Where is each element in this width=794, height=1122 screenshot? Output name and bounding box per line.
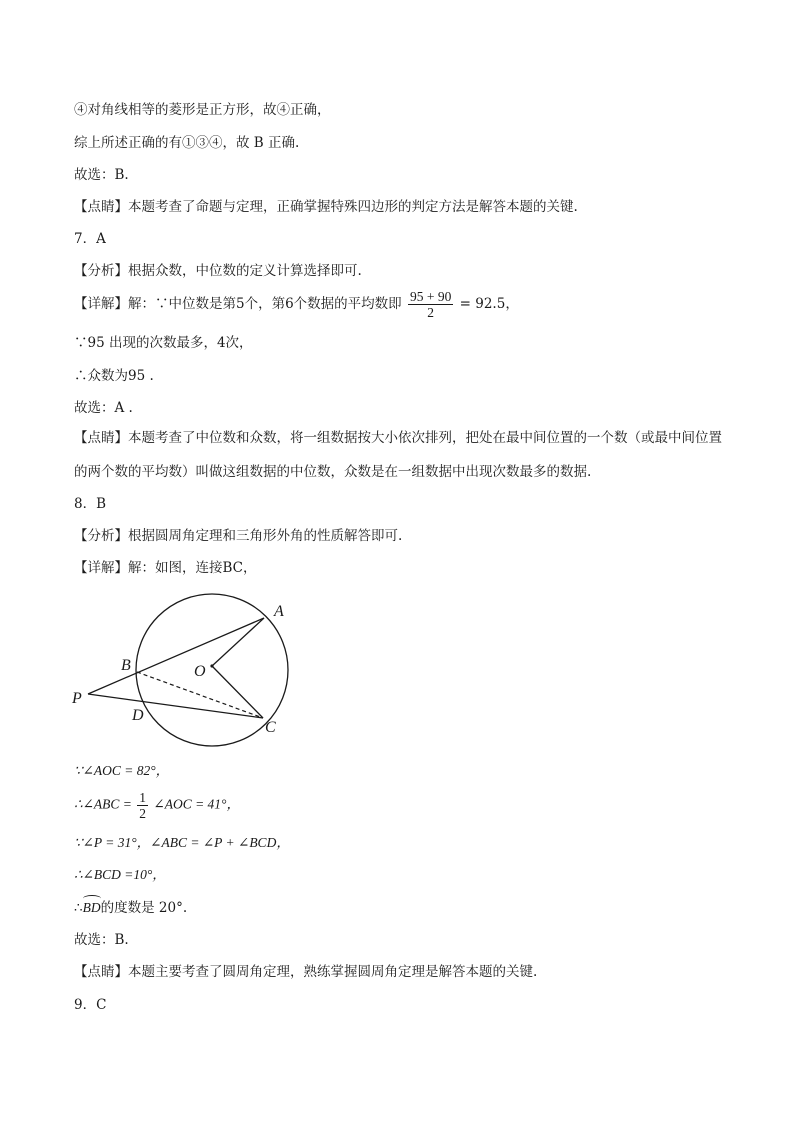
answer-line: 故选：B. xyxy=(74,932,129,948)
label-o: O xyxy=(194,663,206,680)
label-d: D xyxy=(132,707,144,724)
comment-line: 【点睛】本题考查了命题与定理，正确掌握特殊四边形的判定方法是解答本题的关键. xyxy=(74,199,578,215)
fraction-denominator: 2 xyxy=(427,305,435,320)
question-number: 8．B xyxy=(74,496,107,512)
question-number: 9．C xyxy=(74,997,107,1013)
solution-result: = 92.5， xyxy=(459,296,519,312)
answer-line: 故选：A . xyxy=(74,400,133,416)
fraction-numerator: 95 + 90 xyxy=(409,289,452,304)
solution-text: 【详解】解：∵中位数是第5个，第6个数据的平均数即 xyxy=(74,296,402,312)
analysis-line: 【分析】根据众数，中位数的定义计算选择即可. xyxy=(74,263,362,279)
answer-line: 故选：B. xyxy=(74,167,129,183)
text-line: ∴众数为95 . xyxy=(74,368,154,384)
question-number: 7．A xyxy=(74,231,106,247)
math-line xyxy=(74,790,240,821)
fraction-numerator: 1 xyxy=(139,790,147,805)
solution-line: 【详解】解：如图，连接BC， xyxy=(74,560,257,576)
math-line: ∵∠P = 31°，∠ABC = ∠P + ∠BCD， xyxy=(74,835,290,850)
math-text: ∴∠ABC = xyxy=(74,796,132,812)
math-line: ∴∠BCD =10°， xyxy=(74,867,166,882)
fraction-denominator: 2 xyxy=(139,806,147,821)
fraction xyxy=(408,289,453,320)
comment-paragraph: 【点睛】本题考查了中位数和众数，将一组数据按大小依次排列，把处在最中间位置的一个数（或最中间位置的两个数的平均数）叫做这组数据的中位数，众数是在一组数据中出现次数最多的数据. xyxy=(74,430,722,480)
solution-line xyxy=(74,289,519,320)
comment-line: 【点睛】本题主要考查了圆周角定理，熟练掌握圆周角定理是解答本题的关键. xyxy=(74,964,538,980)
arc-label: BD xyxy=(82,900,101,915)
label-b: B xyxy=(121,657,131,674)
text-line: 综上所述正确的有①③④，故 B 正确. xyxy=(74,135,300,151)
math-text: 的度数是 20°. xyxy=(100,900,188,916)
therefore-symbol: ∴ xyxy=(74,900,83,916)
label-p: P xyxy=(72,690,82,707)
analysis-line: 【分析】根据圆周角定理和三角形外角的性质解答即可. xyxy=(74,528,403,544)
segment-oc xyxy=(212,666,263,718)
segment-oa xyxy=(212,618,264,666)
label-c: C xyxy=(265,719,276,736)
math-line: ∵∠AOC = 82°， xyxy=(74,763,170,778)
fraction xyxy=(137,790,148,821)
center-point xyxy=(210,664,213,667)
segment-pa xyxy=(88,618,264,694)
arc-bd xyxy=(83,899,101,917)
math-text: ∠AOC = 41°， xyxy=(153,796,240,812)
text-line: ④对角线相等的菱形是正方形，故④正确， xyxy=(74,102,331,118)
segment-pc xyxy=(88,694,263,718)
text-line: ∵95 出现的次数最多，4次， xyxy=(74,335,253,351)
circle-geometry-figure xyxy=(66,590,306,750)
label-a: A xyxy=(274,603,284,620)
math-line xyxy=(74,899,187,917)
